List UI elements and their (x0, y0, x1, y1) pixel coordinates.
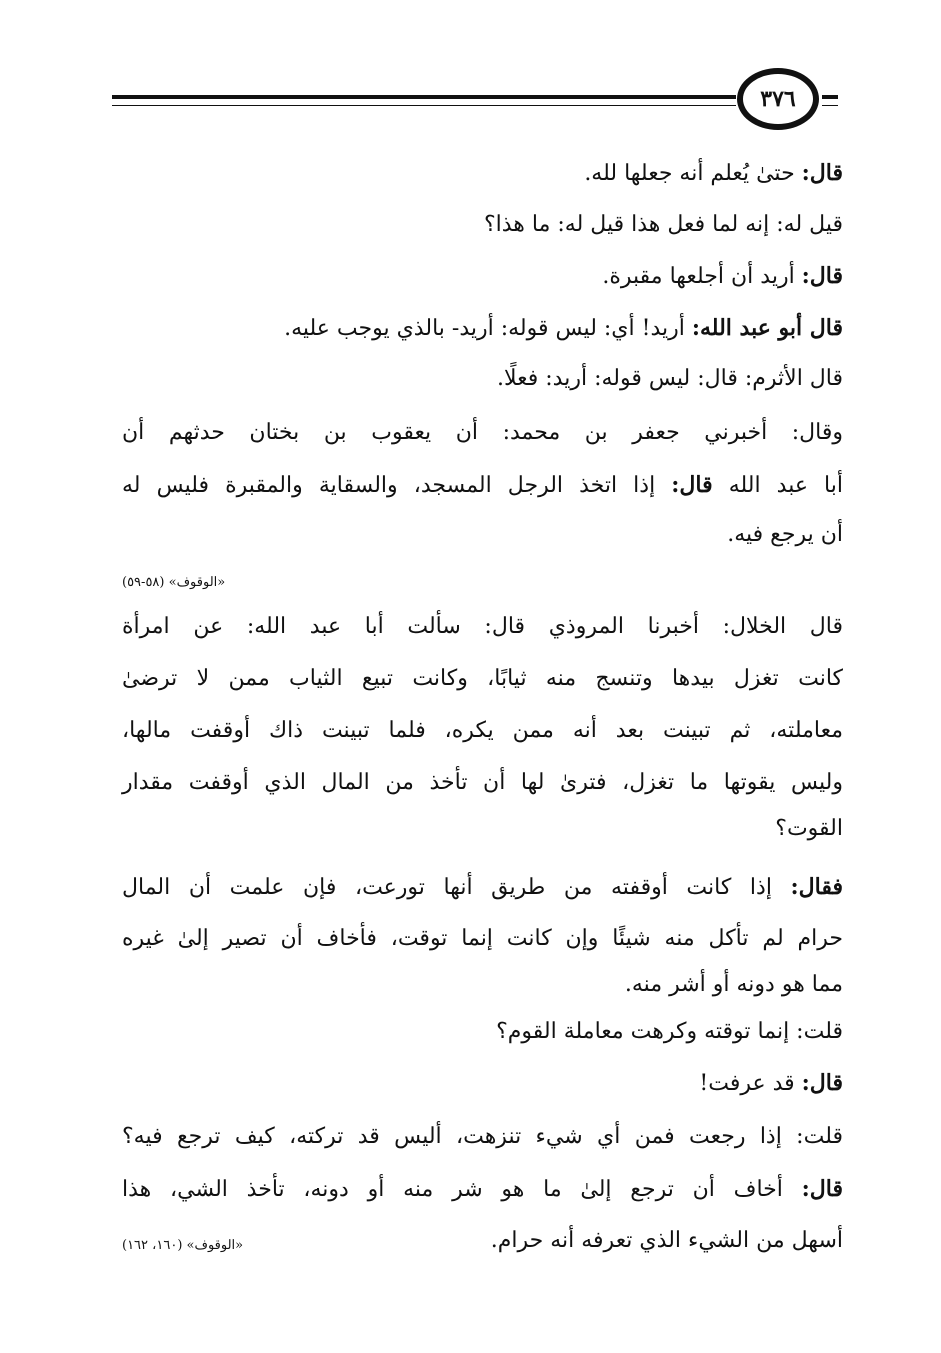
text-line (122, 664, 843, 694)
line-text: مما هو دونه أو أشر منه. (624, 972, 843, 997)
line-text: معاملته، ثم تبينت بعد أنه ممن يكره، فلما تبينت ذاك أوقفت مالها، (122, 718, 843, 743)
line-text: أبا عبد الله (712, 473, 843, 498)
text-line (122, 1122, 843, 1152)
line-text: قلت: إذا رجعت فمن أي شيء تنزهت، أليس قد تركته، كيف ترجع فيه؟ (122, 1124, 843, 1149)
text-line (602, 261, 843, 292)
line-text: قال الخلال: أخبرنا المروذي قال: سألت أبا عبد الله: عن امرأة (122, 614, 844, 639)
text-line (491, 1226, 843, 1256)
line-text: كانت تغزل بيدها وتنسج منه ثيابًا، وكانت تبيع الثياب ممن لا ترضىٰ (122, 666, 843, 691)
line-text: قيل له: إنه لما فعل هذا قيل له: ما هذا؟ (483, 212, 843, 237)
source-reference: «الوقوف» (٥٨-٥٩) (122, 575, 226, 590)
source-reference: «الوقوف» (١٦٠، ١٦٢) (122, 1238, 244, 1253)
page-number: ٣٧٦ (737, 68, 819, 130)
line-text: وقال: أخبرني جعفر بن محمد: أن يعقوب بن بختان حدثهم أن (122, 420, 843, 445)
speaker-label: قال: (671, 472, 713, 498)
header-rule (112, 95, 736, 99)
text-line (484, 210, 843, 240)
line-text: وليس يقوتها ما تغزل، فترىٰ لها أن تأخذ من المال الذي أوقفت مقدار (122, 770, 843, 795)
text-line (122, 716, 843, 746)
line-text: حرام لم تأكل منه شيئًا وإن كانت إنما توقت، فأخاف أن تصير إلىٰ غيره (122, 926, 843, 951)
text-line (727, 520, 843, 550)
text-line (284, 313, 843, 344)
line-text: إذا كانت أوقفته من طريق أنها تورعت، فإن علمت أن المال (122, 875, 791, 900)
line-text: قد عرفت! (699, 1071, 802, 1096)
line-text: أخاف أن ترجع إلىٰ ما هو شر منه أو دونه، تأخذ الشي، هذا (122, 1177, 802, 1202)
line-text: إذا اتخذ الرجل المسجد، والسقاية والمقبرة فليس له (122, 473, 672, 498)
header-rule (822, 105, 838, 106)
text-line (122, 418, 843, 448)
text-line (122, 612, 843, 642)
speaker-label: قال: (801, 1070, 843, 1096)
speaker-label: قال: (801, 1176, 843, 1202)
text-line (122, 1174, 843, 1205)
line-text: حتىٰ يُعلم أنه جعلها لله. (584, 161, 802, 186)
text-line (775, 814, 843, 844)
line-text: أن يرجع فيه. (727, 522, 843, 547)
speaker-label: قال أبو عبد الله: (691, 315, 843, 341)
text-line (122, 924, 843, 954)
line-text: قال الأثرم: قال: ليس قوله: أريد: فعلًا. (497, 366, 843, 391)
header-rule (822, 95, 838, 99)
speaker-label: قال: (801, 263, 843, 289)
text-line (122, 872, 843, 903)
speaker-label: فقال: (790, 874, 843, 900)
text-line (122, 768, 843, 798)
line-text: أريد أن أجلعها مقبرة. (602, 264, 802, 289)
text-line (625, 970, 843, 1000)
line-text: قلت: إنما توقته وكرهت معاملة القوم؟ (496, 1019, 843, 1044)
speaker-label: قال: (801, 160, 843, 186)
header-rule (112, 105, 736, 106)
text-line (699, 1068, 843, 1099)
text-line (496, 1017, 843, 1047)
line-text: أريد! أي: ليس قوله: أريد- بالذي يوجب عليه. (284, 316, 692, 341)
line-text: القوت؟ (775, 816, 843, 841)
line-text: أسهل من الشيء الذي تعرفه أنه حرام. (490, 1228, 843, 1253)
text-line (497, 364, 843, 394)
text-line (584, 158, 843, 189)
text-line (122, 470, 843, 501)
